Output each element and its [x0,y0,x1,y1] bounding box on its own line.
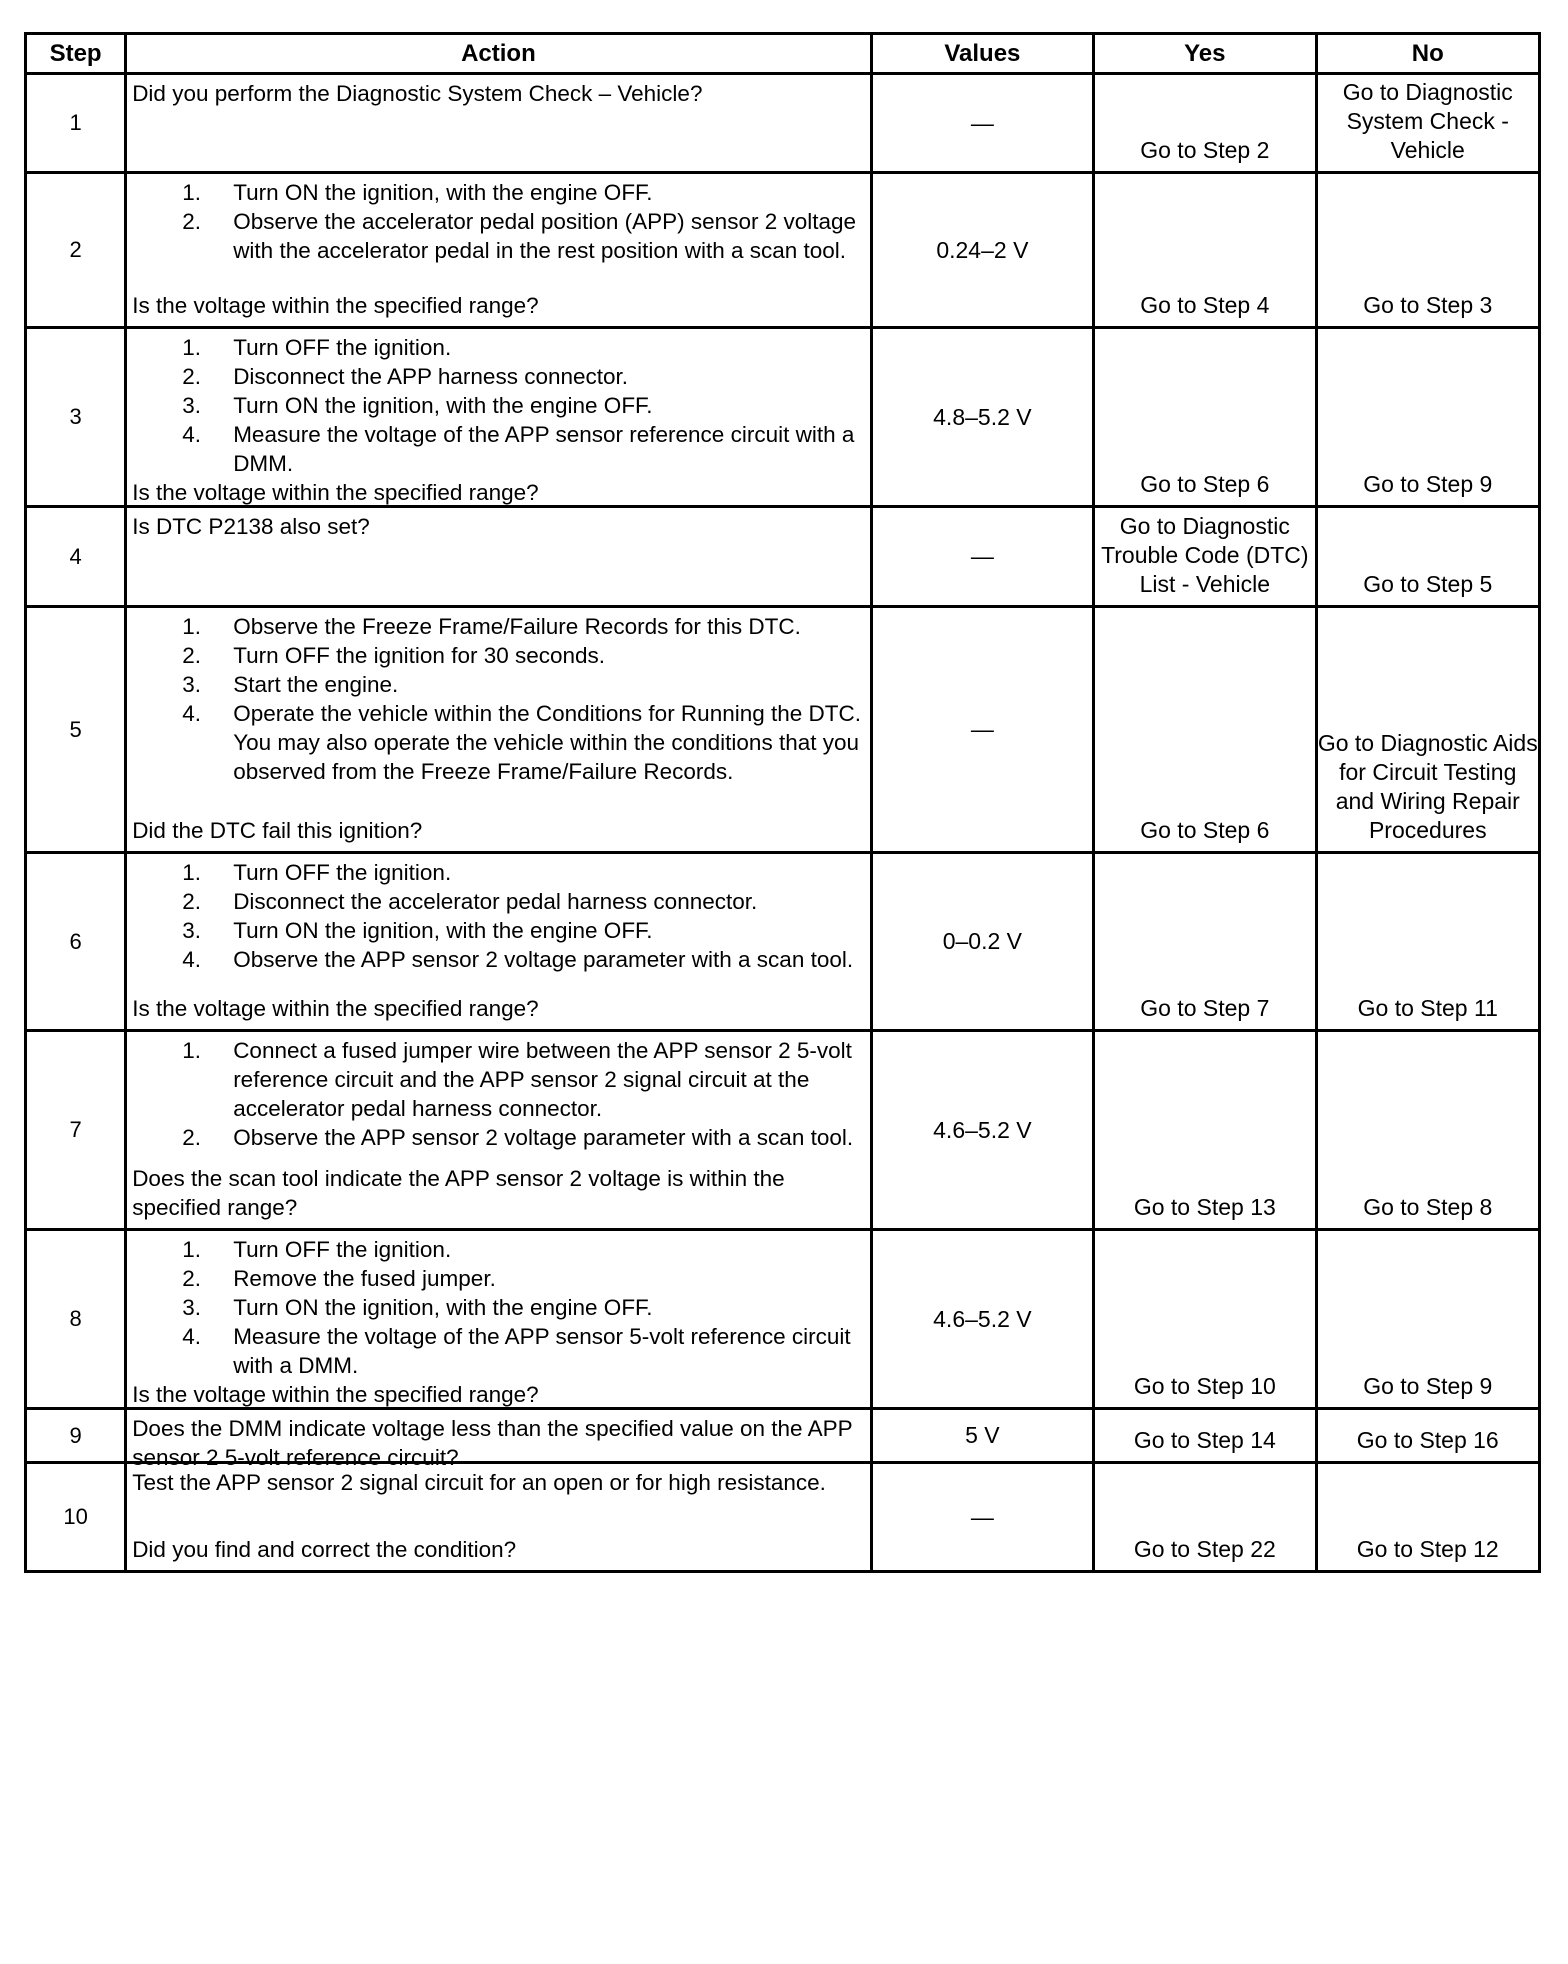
action-cell [126,607,871,853]
action-step-number: 1. [182,1038,201,1063]
action-top [132,178,863,265]
value-cell: 0.24–2 V [871,173,1093,328]
header-action: Action [126,34,871,74]
action-step-number: 1. [182,614,201,639]
action-step-text: Disconnect the APP harness connector. [233,364,629,389]
action-top [132,333,863,478]
action-step-number: 1. [182,180,201,205]
action-cell [126,1230,871,1409]
no-cell: Go to Step 8 [1316,1031,1539,1230]
action-step [132,1036,863,1123]
value-cell: 4.6–5.2 V [871,1031,1093,1230]
action-step-number: 1. [182,860,201,885]
action-step-text: Turn OFF the ignition. [233,335,452,360]
action-cell [126,853,871,1031]
action-step-number: 3. [182,672,201,697]
action-cell [126,74,871,173]
step-number: 6 [26,853,126,1031]
table-row [26,328,1540,507]
header-yes: Yes [1094,34,1316,74]
action-step-number: 4. [182,422,201,447]
action-step-text: Observe the APP sensor 2 voltage parameter with a scan tool. [233,947,854,972]
action-step [132,641,863,670]
action-step-text: Remove the fused jumper. [233,1266,496,1291]
step-number: 4 [26,507,126,607]
yes-cell: Go to Step 10 [1094,1230,1316,1409]
action-step [132,699,863,786]
action-step-text: Connect a fused jumper wire between the APP sensor 2 5-volt reference circuit and the APP sensor 2 signal circuit at the accelerator pedal harness connector. [233,1038,852,1121]
no-cell: Go to Step 16 [1316,1409,1539,1463]
action-step [132,887,863,916]
step-number: 7 [26,1031,126,1230]
action-content [127,608,869,851]
action-step-text: Turn ON the ignition, with the engine OFF. [233,180,653,205]
action-top [132,612,863,786]
action-step [132,420,863,478]
value-cell: — [871,74,1093,173]
action-step [132,1123,863,1152]
header-step: Step [26,34,126,74]
action-step-number: 2. [182,1125,201,1150]
step-number: 10 [26,1463,126,1572]
table-row [26,1031,1540,1230]
diagnostic-table [24,32,1541,1573]
action-step-text: Turn ON the ignition, with the engine OFF. [233,1295,653,1320]
action-step-number: 3. [182,918,201,943]
action-step-text: Disconnect the accelerator pedal harness connector. [233,889,758,914]
action-content [127,854,869,1029]
action-step [132,178,863,207]
action-step-text: Start the engine. [233,672,399,697]
action-step-number: 2. [182,364,201,389]
action-question: Did the DTC fail this ignition? [132,818,423,843]
yes-cell: Go to Step 7 [1094,853,1316,1031]
action-step-text: Measure the voltage of the APP sensor 5-volt reference circuit with a DMM. [233,1324,851,1378]
action-steps [132,333,863,478]
action-step-number: 3. [182,1295,201,1320]
action-intro: Test the APP sensor 2 signal circuit for an open or for high resistance. [132,1470,826,1495]
action-step [132,916,863,945]
action-step-number: 2. [182,643,201,668]
yes-cell: Go to Step 14 [1094,1409,1316,1463]
no-cell: Go to Step 5 [1316,507,1539,607]
action-step [132,670,863,699]
table-row [26,607,1540,853]
action-step-text: Operate the vehicle within the Conditions for Running the DTC. You may also operate the vehicle within the conditions that you observed from the Freeze Frame/Failure Records. [233,701,862,784]
action-content [127,1032,869,1228]
action-content [127,174,869,326]
action-content [127,329,869,505]
action-question: Did you find and correct the condition? [132,1537,517,1562]
yes-cell: Go to Step 6 [1094,607,1316,853]
action-step-number: 4. [182,947,201,972]
action-cell [126,1463,871,1572]
value-cell: 5 V [871,1409,1093,1463]
table-row [26,1463,1540,1572]
action-step-text: Observe the accelerator pedal position (APP) sensor 2 voltage with the accelerator pedal in the rest position with a scan tool. [233,209,857,263]
yes-cell: Go to Step 22 [1094,1463,1316,1572]
no-cell: Go to Step 9 [1316,328,1539,507]
action-step-text: Measure the voltage of the APP sensor reference circuit with a DMM. [233,422,855,476]
action-steps [132,178,863,265]
table-row [26,1409,1540,1463]
no-cell: Go to Step 12 [1316,1463,1539,1572]
step-number: 8 [26,1230,126,1409]
action-content [127,75,869,171]
action-step-number: 2. [182,209,201,234]
table-row [26,507,1540,607]
step-number: 5 [26,607,126,853]
action-question: Is the voltage within the specified range? [132,1382,539,1407]
action-step [132,945,863,974]
action-steps [132,1235,863,1380]
yes-cell: Go to Diagnostic Trouble Code (DTC) List - Vehicle [1094,507,1316,607]
action-top [132,1468,863,1497]
no-cell: Go to Step 3 [1316,173,1539,328]
no-cell: Go to Diagnostic Aids for Circuit Testing and Wiring Repair Procedures [1316,607,1539,853]
action-step-text: Turn OFF the ignition for 30 seconds. [233,643,606,668]
action-step-text: Turn ON the ignition, with the engine OFF. [233,918,653,943]
action-cell [126,173,871,328]
action-step [132,1264,863,1293]
action-step [132,391,863,420]
action-step [132,333,863,362]
value-cell: 4.6–5.2 V [871,1230,1093,1409]
action-step-text: Turn OFF the ignition. [233,860,452,885]
yes-cell: Go to Step 13 [1094,1031,1316,1230]
step-number: 3 [26,328,126,507]
header-values: Values [871,34,1093,74]
action-cell [126,1409,871,1470]
action-top [132,1036,863,1152]
step-number: 9 [26,1409,126,1463]
action-step-number: 1. [182,1237,201,1262]
action-step-number: 3. [182,393,201,418]
action-question: Is the voltage within the specified range? [132,480,539,505]
action-question: Is the voltage within the specified range? [132,293,539,318]
action-steps [132,612,863,786]
value-cell: — [871,607,1093,853]
value-cell: — [871,1463,1093,1572]
action-steps [132,1036,863,1152]
action-content [127,1231,869,1407]
action-top [132,858,863,974]
action-steps [132,858,863,974]
header-row [26,34,1540,74]
yes-cell: Go to Step 6 [1094,328,1316,507]
action-cell [126,1031,871,1230]
table-row [26,1230,1540,1409]
action-content [127,508,869,605]
action-step-number: 2. [182,1266,201,1291]
action-step [132,612,863,641]
action-step [132,362,863,391]
value-cell: — [871,507,1093,607]
action-cell [126,328,871,507]
table-row [26,853,1540,1031]
header-no: No [1316,34,1539,74]
action-step-text: Observe the APP sensor 2 voltage parameter with a scan tool. [233,1125,854,1150]
table-row [26,173,1540,328]
action-step-text: Observe the Freeze Frame/Failure Records for this DTC. [233,614,801,639]
action-step [132,1235,863,1264]
yes-cell: Go to Step 4 [1094,173,1316,328]
action-content [127,1410,869,1470]
action-step-number: 4. [182,701,201,726]
action-step-text: Turn OFF the ignition. [233,1237,452,1262]
action-step [132,1322,863,1380]
action-question: Does the scan tool indicate the APP sensor 2 voltage is within the specified range? [132,1166,785,1220]
action-step-number: 4. [182,1324,201,1349]
yes-cell: Go to Step 2 [1094,74,1316,173]
no-cell: Go to Diagnostic System Check - Vehicle [1316,74,1539,173]
action-question: Does the DMM indicate voltage less than the specified value on the APP sensor 2 5-volt reference circuit? [132,1416,853,1470]
step-number: 1 [26,74,126,173]
action-top [132,1235,863,1380]
action-content [127,1464,869,1570]
action-step [132,207,863,265]
action-cell [126,507,871,607]
no-cell: Go to Step 11 [1316,853,1539,1031]
action-step-text: Turn ON the ignition, with the engine OFF. [233,393,653,418]
value-cell: 0–0.2 V [871,853,1093,1031]
no-cell: Go to Step 9 [1316,1230,1539,1409]
action-step [132,1293,863,1322]
action-step-number: 1. [182,335,201,360]
action-question: Did you perform the Diagnostic System Check – Vehicle? [132,81,703,106]
table-row [26,74,1540,173]
action-step-number: 2. [182,889,201,914]
action-question: Is DTC P2138 also set? [132,514,370,539]
action-question: Is the voltage within the specified range? [132,996,539,1021]
action-step [132,858,863,887]
value-cell: 4.8–5.2 V [871,328,1093,507]
step-number: 2 [26,173,126,328]
